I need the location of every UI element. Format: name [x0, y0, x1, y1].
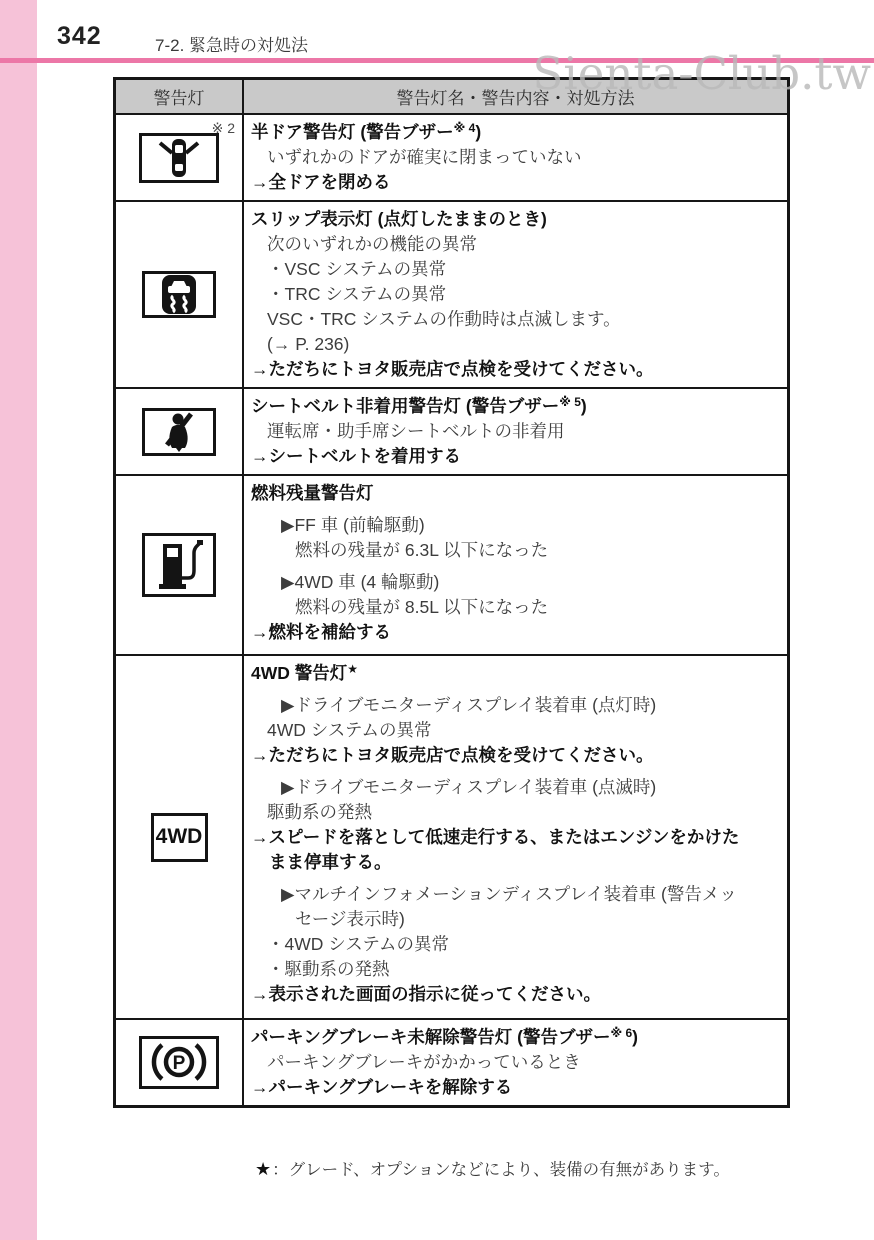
- row-2-line-6: (→ P. 236): [267, 334, 350, 354]
- row-4-line-4: ▶4WD 車 (4 輪駆動): [281, 572, 440, 592]
- row-2-line-5: VSC・TRC システムの作動時は点滅します。: [267, 309, 621, 329]
- table-row-slip-indicator: [116, 202, 787, 389]
- column-header-description: 警告灯名・警告内容・対処方法: [396, 89, 635, 108]
- row-3-line-3: →シートベルトを着用する: [251, 446, 461, 466]
- icon-cell: [116, 389, 244, 474]
- row-2-line-1: スリップ表示灯 (点灯したままのとき): [251, 209, 547, 229]
- 4wd-warning-icon: [151, 813, 208, 862]
- superscript-note: ※ 6: [610, 1026, 633, 1040]
- table-row-door-ajar: [116, 115, 787, 202]
- column-header-warning-light: 警告灯: [116, 80, 244, 113]
- row-6-line-2: パーキングブレーキがかかっているとき: [267, 1052, 581, 1072]
- page-edge-pink-bar: [0, 0, 37, 1240]
- row-5-line-8: まま停車する。: [269, 852, 392, 872]
- row-4-line-6: →燃料を補給する: [251, 622, 391, 642]
- warning-light-table: [113, 77, 790, 1108]
- description-cell: [244, 1020, 787, 1105]
- low-fuel-warning-icon: [142, 533, 216, 597]
- reference-note: ※ 2: [211, 120, 235, 136]
- star-icon: ★: [255, 1159, 272, 1179]
- row-4-line-2: ▶FF 車 (前輪駆動): [281, 515, 425, 535]
- superscript-note: ★: [347, 662, 359, 676]
- description-cell: [244, 202, 787, 387]
- seat-belt-warning-icon: [142, 408, 216, 456]
- row-5-line-4: →ただちにトヨタ販売店で点検を受けてください。: [251, 745, 654, 765]
- icon-cell: [116, 1020, 244, 1105]
- row-5-line-13: →表示された画面の指示に従ってください。: [251, 984, 601, 1004]
- row-5-line-7: →スピードを落として低速走行する、またはエンジンをかけた: [251, 827, 740, 847]
- icon-cell: [116, 115, 244, 200]
- door-ajar-warning-icon: [139, 133, 219, 183]
- row-4-line-1: 燃料残量警告灯: [251, 483, 374, 503]
- slip-indicator-icon: [142, 271, 216, 318]
- svg-text:P: P: [172, 1053, 186, 1074]
- superscript-note: ※ 5: [559, 395, 581, 409]
- table-row-parking-brake: [116, 1020, 787, 1105]
- row-6-line-1: パーキングブレーキ未解除警告灯 (警告ブザー$^{※ 6}$): [251, 1026, 638, 1047]
- row-2-line-2: 次のいずれかの機能の異常: [267, 234, 477, 254]
- row-1-line-3: →全ドアを閉める: [251, 172, 391, 192]
- page-number: 342: [57, 22, 102, 50]
- icon-cell: [116, 202, 244, 387]
- footnote-text: ：グレード、オプションなどにより、装備の有無があります。: [272, 1161, 730, 1179]
- row-2-line-7: →ただちにトヨタ販売店で点検を受けてください。: [251, 359, 654, 379]
- footnote: [255, 1156, 730, 1180]
- description-cell: [244, 115, 787, 200]
- row-1-line-2: いずれかのドアが確実に閉まっていない: [267, 147, 582, 167]
- description-cell: [244, 656, 787, 1018]
- row-5-line-3: 4WD システムの異常: [267, 720, 432, 740]
- superscript-note: ※ 4: [453, 121, 476, 135]
- icon-cell: [116, 656, 244, 1018]
- row-5-line-11: ・4WD システムの異常: [267, 934, 449, 954]
- icon-cell: [116, 476, 244, 654]
- row-5-line-6: 駆動系の発熱: [267, 802, 372, 822]
- section-title: 7-2. 緊急時の対処法: [155, 36, 309, 55]
- row-5-line-5: ▶ドライブモニターディスプレイ装着車 (点滅時): [281, 777, 657, 797]
- description-cell: [244, 389, 787, 474]
- row-3-line-2: 運転席・助手席シートベルトの非着用: [267, 421, 565, 441]
- row-5-line-1: 4WD 警告灯★: [251, 662, 359, 683]
- header-divider-rule: [0, 58, 874, 63]
- row-4-line-5: 燃料の残量が 8.5L 以下になった: [295, 597, 549, 617]
- table-row-low-fuel: [116, 476, 787, 656]
- row-5-line-9: ▶マルチインフォメーションディスプレイ装着車 (警告メッ: [281, 884, 737, 904]
- row-5-line-12: ・駆動系の発熱: [267, 959, 390, 979]
- row-2-line-3: ・VSC システムの異常: [267, 259, 447, 279]
- row-5-line-10: セージ表示時): [295, 909, 405, 929]
- row-4-line-3: 燃料の残量が 6.3L 以下になった: [295, 540, 549, 560]
- watermark-text: Sienta-Club.tw: [532, 47, 871, 100]
- table-row-4wd: [116, 656, 787, 1020]
- table-header-row: [116, 80, 787, 115]
- row-1-line-1: 半ドア警告灯 (警告ブザー$^{※ 4}$): [251, 121, 482, 142]
- row-3-line-1: シートベルト非着用警告灯 (警告ブザー$^{※ 5}$): [251, 395, 587, 416]
- row-5-line-2: ▶ドライブモニターディスプレイ装着車 (点灯時): [281, 695, 657, 715]
- 4wd-icon-label: 4WD: [155, 825, 203, 848]
- table-row-seat-belt: [116, 389, 787, 476]
- row-2-line-4: ・TRC システムの異常: [267, 284, 447, 304]
- description-cell: [244, 476, 787, 654]
- parking-brake-warning-icon: [139, 1036, 219, 1089]
- row-6-line-3: →パーキングブレーキを解除する: [251, 1077, 513, 1097]
